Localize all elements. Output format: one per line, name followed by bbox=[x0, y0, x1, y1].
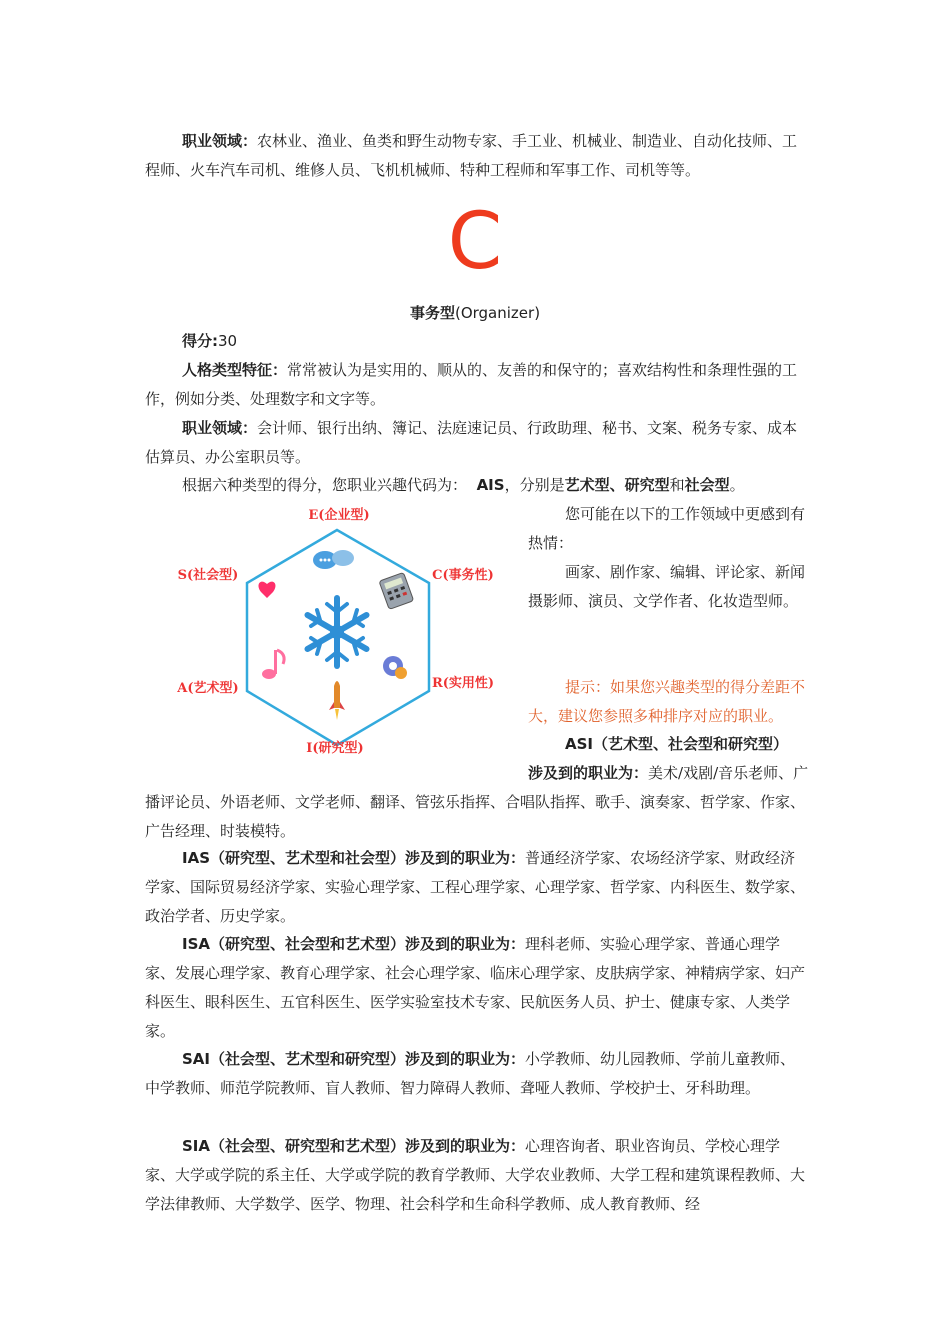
trait-label: 人格类型特征： bbox=[182, 361, 288, 379]
trait-paragraph bbox=[145, 356, 810, 414]
label-realistic: R(实用性) bbox=[431, 676, 495, 691]
side-intro: 您可能在以下的工作领域中更感到有热情： bbox=[528, 505, 806, 552]
combo-asi-body bbox=[145, 759, 810, 846]
combo-ias-text: 普通经济学家、农场经济学家、财政经济学家、国际贸易经济学家、实验心理学家、工程心理学家、心理学家、哲学家、内科医生、数学家、政治学者、历史学家。 bbox=[145, 849, 806, 925]
type-title-cn: 事务型 bbox=[409, 304, 455, 322]
c-career-text: 会计师、银行出纳、簿记、法庭速记员、行政助理、秘书、文案、税务专家、成本估算员、办公室职员等。 bbox=[145, 419, 798, 466]
result-prefix: 根据六种类型的得分，您职业兴趣代码为： bbox=[182, 476, 468, 494]
side-tip: 提示：如果您兴趣类型的得分差距不大，建议您参照多种排序对应的职业。 bbox=[528, 678, 806, 725]
calculator-icon bbox=[379, 572, 414, 609]
r-career-label: 职业领域： bbox=[182, 132, 258, 150]
combo-ias bbox=[145, 844, 810, 931]
music-note-icon bbox=[262, 650, 284, 679]
c-career-paragraph bbox=[145, 414, 810, 472]
result-end: 。 bbox=[729, 476, 745, 494]
combo-ias-desc: （研究型、艺术型和社会型） bbox=[210, 849, 406, 867]
result-and: 和 bbox=[669, 476, 685, 494]
trait-text: 常常被认为是实用的、顺从的、友善的和保守的；喜欢结构性和条理性强的工作，例如分类、处理数字和文字等。 bbox=[145, 361, 798, 408]
c-career-label: 职业领域： bbox=[182, 419, 258, 437]
combo-sai-text: 小学教师、幼儿园教师、学前儿童教师、中学教师、师范学院教师、盲人教师、智力障碍人教师、聋哑人教师、学校护士、牙科助理。 bbox=[145, 1050, 796, 1097]
result-code: AIS bbox=[476, 476, 505, 494]
combo-sia-text: 心理咨询者、职业咨询员、学校心理学家、大学或学院的系主任、大学或学院的教育学教师、大学农业教师、大学工程和建筑课程教师、大学法律教师、大学数学、医学、物理、社会科学和生命科学教师、成人教育教师、经 bbox=[145, 1137, 806, 1213]
combo-sai-label: 涉及到的职业为： bbox=[405, 1050, 526, 1068]
label-artistic: A(艺术型) bbox=[177, 681, 239, 696]
type-title bbox=[0, 300, 950, 326]
combo-sia-desc: （社会型、研究型和艺术型） bbox=[210, 1137, 406, 1155]
type-letter: C bbox=[447, 197, 503, 287]
type-title-en: (Organizer) bbox=[454, 304, 541, 322]
combo-asi-code: ASI bbox=[565, 735, 593, 753]
rocket-icon bbox=[329, 681, 345, 720]
result-type-2: 研究型 bbox=[624, 476, 670, 494]
r-career-paragraph bbox=[145, 127, 810, 185]
label-investigative: I(研究型) bbox=[306, 741, 364, 756]
combo-sia bbox=[145, 1132, 810, 1219]
combo-isa bbox=[145, 930, 810, 1046]
heart-icon bbox=[259, 582, 276, 598]
label-social: S(社会型) bbox=[177, 568, 239, 583]
side-fields: 画家、剧作家、编辑、评论家、新闻摄影师、演员、文学作者、化妆造型师。 bbox=[528, 563, 806, 610]
snowflake-icon bbox=[308, 598, 367, 666]
combo-sia-label: 涉及到的职业为： bbox=[405, 1137, 526, 1155]
score-line bbox=[145, 327, 810, 356]
score-label: 得分: bbox=[182, 332, 218, 350]
result-sep: 、 bbox=[609, 476, 625, 494]
combo-isa-text: 理科老师、实验心理学家、普通心理学家、发展心理学家、教育心理学家、社会心理学家、临床心理学家、皮肤病学家、神精病学家、妇产科医生、眼科医生、五官科医生、医学实验室技术专家、民航医务人员、护士、健康专家、人类学家。 bbox=[145, 935, 806, 1040]
r-career-text: 农林业、渔业、鱼类和野生动物专家、手工业、机械业、制造业、自动化技师、工程师、火车汽车司机、维修人员、飞机机械师、特种工程师和军事工作、司机等等。 bbox=[145, 132, 798, 179]
result-type-3: 社会型 bbox=[684, 476, 730, 494]
combo-isa-label: 涉及到的职业为： bbox=[405, 935, 526, 953]
combo-isa-desc: （研究型、社会型和艺术型） bbox=[210, 935, 406, 953]
combo-asi-desc: （艺术型、社会型和研究型） bbox=[593, 735, 789, 753]
combo-asi-heading bbox=[528, 730, 810, 759]
label-enterprise: E(企业型) bbox=[308, 508, 370, 523]
combo-sai-code: SAI bbox=[182, 1050, 210, 1068]
combo-sia-code: SIA bbox=[182, 1137, 210, 1155]
combo-sai-desc: （社会型、艺术型和研究型） bbox=[210, 1050, 406, 1068]
score-value: 30 bbox=[218, 332, 238, 350]
combo-ias-label: 涉及到的职业为： bbox=[405, 849, 526, 867]
combo-sai bbox=[145, 1045, 810, 1103]
gear-icon bbox=[383, 656, 407, 679]
chat-bubbles-icon bbox=[313, 550, 354, 569]
label-conventional: C(事务性) bbox=[432, 568, 494, 583]
result-line bbox=[145, 471, 810, 500]
result-mid: ，分别是 bbox=[504, 476, 565, 494]
combo-asi-text: 美术/戏剧/音乐老师、广播评论员、外语老师、文学老师、翻译、管弦乐指挥、合唱队指挥、歌手、演奏家、哲学家、作家、广告经理、时装模特。 bbox=[145, 764, 809, 840]
combo-asi-label: 涉及到的职业为： bbox=[528, 764, 649, 782]
combo-ias-code: IAS bbox=[182, 849, 210, 867]
combo-isa-code: ISA bbox=[182, 935, 210, 953]
result-type-1: 艺术型 bbox=[564, 476, 610, 494]
holland-hexagon-diagram bbox=[165, 498, 510, 763]
